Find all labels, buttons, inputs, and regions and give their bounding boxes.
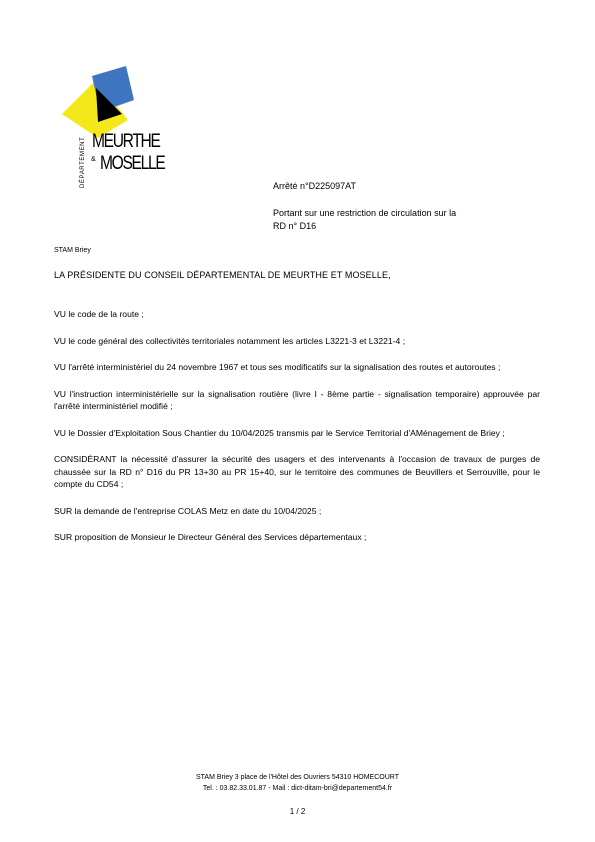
service-label: STAM Briey: [54, 247, 91, 254]
decree-reference: Arrêté n°D225097AT: [273, 181, 356, 191]
logo-ampersand: &: [91, 156, 96, 163]
department-logo: [58, 62, 168, 188]
logo-word-meurthe: MEURTHE: [92, 131, 160, 152]
paragraph-proposition: SUR proposition de Monsieur le Directeur Général des Services départementaux ;: [54, 532, 367, 542]
paragraph-dossier: VU le Dossier d'Exploitation Sous Chantier du 10/04/2025 transmis par le Service Territorial d'AMénagement de Briey ;: [54, 427, 505, 438]
logo-department-label: DÉPARTEMENT: [80, 136, 86, 188]
decree-subject: [273, 207, 523, 233]
paragraph-arrete-1967: VU l'arrêté interministériel du 24 novembre 1967 et tous ses modificatifs sur la signalisation des routes et autoroutes ;: [54, 362, 501, 372]
paragraph-cgct: VU le code général des collectivités territoriales notamment les articles L3221-3 et L3221-4 ;: [54, 335, 406, 346]
paragraph-code-route: VU le code de la route ;: [54, 309, 144, 319]
subject-line-2: RD n° D16: [273, 221, 317, 231]
paragraph-considerant: CONSIDÉRANT la nécessité d'assurer la sécurité des usagers et des intervenants à l'occasion de travaux de purges de chaussée sur la RD n° D16 du PR 13+30 au PR 15+40, sur le territoire des communes de Beuvillers et Serrouville, pour le compte du CD54 ;: [54, 454, 540, 489]
footer-address: STAM Briey 3 place de l'Hôtel des Ouvriers 54310 HOMECOURT: [196, 774, 399, 781]
page-number: 1 / 2: [289, 807, 306, 816]
subject-line-1: Portant sur une restriction de circulation sur la: [273, 208, 457, 218]
paragraph-instruction: VU l'instruction interministérielle sur la signalisation routière (livre I - 8ème partie - signalisation temporaire) approuvée par l'arrêté interministériel modifié ;: [54, 388, 540, 411]
document-heading: LA PRÉSIDENTE DU CONSEIL DÉPARTEMENTAL DE MEURTHE ET MOSELLE,: [54, 270, 391, 280]
footer-contact: Tel. : 03.82.33.01.87 - Mail : dict-ditam-bri@departement54.fr: [202, 785, 393, 792]
logo-word-moselle: MOSELLE: [100, 153, 165, 174]
document-body: [54, 308, 540, 558]
paragraph-demande: SUR la demande de l'entreprise COLAS Metz en date du 10/04/2025 ;: [54, 505, 322, 516]
